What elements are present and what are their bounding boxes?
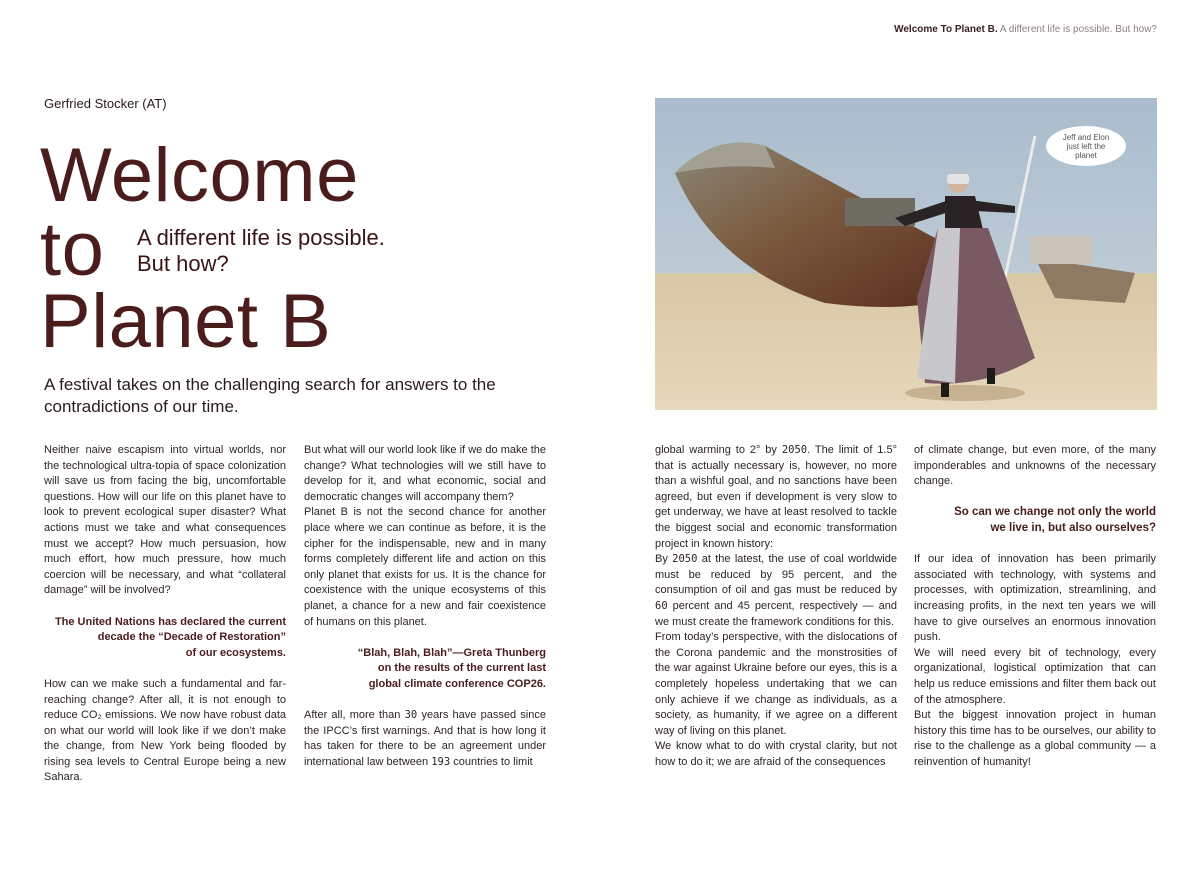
text-run: . The limit of 1.5° that is actually necessary is, however, no more than a wishful goal, and no sanctions have been agreed, but even if development is very slow to get underway, we have at least resolved to tackle the biggest social and economic transformation project in known history: xyxy=(655,444,897,550)
number: 60 xyxy=(655,599,668,612)
subtitle-line-2: But how? xyxy=(137,251,229,276)
number: 2050 xyxy=(672,553,698,566)
running-head-bold: Welcome To Planet B. xyxy=(894,24,998,35)
text-run: global warming to 2° by xyxy=(655,444,782,456)
col3-paragraph-3: From today’s perspective, with the dislocations of the Corona pandemic and the monstrosities of the war against Ukraine before our eyes, this is a completely hopeless undertaking that we can only achieve if we change as individuals, as a society, as humanity, if we agree on a different way of living on this planet. xyxy=(655,631,897,737)
col2-paragraph-3 xyxy=(304,708,546,770)
lead-paragraph: A festival takes on the challenging search for answers to the contradictions of our time. xyxy=(44,375,496,416)
col1-paragraph-2: How can we make such a fundamental and far-reaching change? After all, it is not enough to reduce CO₂ emissions. We now have robust data on what our world will look like if we don’t make the change, from New York being flooded by rising sea levels to Central Europe being a new Sahara. xyxy=(44,677,286,784)
col4-pull-line: we live in, but also ourselves? xyxy=(990,521,1156,534)
text-run: percent and 45 percent, respectively — and we must create the framework conditions for this. xyxy=(655,599,897,628)
col4-pull-line: So can we change not only the world xyxy=(954,506,1156,519)
author: Gerfried Stocker (AT) xyxy=(44,96,167,111)
text-run: By xyxy=(655,553,673,566)
column-4 xyxy=(914,443,1156,770)
distant-ship-cabin xyxy=(1030,236,1092,264)
text-run: at the latest, the use of coal worldwide must be reduced by 95 percent, and the consumption of oil and gas must be reduced by xyxy=(655,553,897,597)
col2-paragraph-2: Planet B is not the second chance for another place where we can continue as before, it is the cipher for the indispensable, new and in many forms completely different life and action on this only planet that exists for us. It is the chance for coexistence with the unique ecosystems of this planet, a chance for a new and fair coexistence of humans on this planet. xyxy=(304,506,546,628)
woman-foot xyxy=(987,368,995,384)
col3-paragraph-2 xyxy=(655,552,897,630)
col1-pull-line: decade the “Decade of Restoration” xyxy=(97,631,286,644)
running-head-rest: A different life is possible. But how? xyxy=(997,24,1157,35)
text-run: years have passed since the IPCC’s first warnings. And that is how long it has taken for there to be an agreement under international law between xyxy=(304,709,546,768)
speech-bubble xyxy=(1046,126,1126,166)
subtitle xyxy=(137,225,385,277)
woman-foot xyxy=(941,383,949,397)
col4-paragraph-2: If our idea of innovation has been primarily associated with technology, with systems and processes, with optimization, streamlining, and increasing profits, in the next ten years we will have to give ourselves an enormous innovation push. xyxy=(914,553,1156,644)
shadow xyxy=(905,385,1025,401)
column-3 xyxy=(655,443,897,770)
number: 2050 xyxy=(781,444,808,456)
text-run: After all, more than xyxy=(304,709,405,722)
title-line-2: to xyxy=(40,207,105,292)
title-line-1: Welcome xyxy=(40,133,359,218)
col1-pull-quote xyxy=(44,615,286,662)
column-1 xyxy=(44,443,286,786)
col2-pull-quote xyxy=(304,646,546,693)
col2-pull-line: on the results of the current last xyxy=(377,662,546,675)
col4-paragraph-1: of climate change, but even more, of the many imponderables and unknowns of the necessary change. xyxy=(914,444,1156,488)
col4-paragraph-4: But the biggest innovation project in human history this time has to be ourselves, our ability to rise to the challenge as a global community — a reinvention of humanity! xyxy=(914,709,1156,768)
col2-paragraph-1: But what will our world look like if we do make the change? What technologies will we still have to develop for it, and what economic, social and democratic changes will accompany them? xyxy=(304,444,546,503)
text-run: countries to limit xyxy=(450,755,533,768)
col2-pull-line: “Blah, Blah, Blah”—Greta Thunberg xyxy=(357,646,546,659)
speech-bubble-text: Jeff and Elon just left the planet xyxy=(1062,132,1110,160)
col3-paragraph-1 xyxy=(655,443,897,552)
col2-pull-line: global climate conference COP26. xyxy=(368,677,546,690)
col1-pull-line: The United Nations has declared the current xyxy=(54,615,286,628)
col1-pull-line: of our ecosystems. xyxy=(185,646,286,659)
number: 30 xyxy=(404,709,418,722)
col4-pull-quote xyxy=(914,505,1156,536)
subtitle-line-1: A different life is possible. xyxy=(137,225,385,250)
column-2 xyxy=(304,443,546,770)
col4-paragraph-3: We will need every bit of technology, every organizational, logistical optimization that can help us reduce emissions and filter them back out of the atmosphere. xyxy=(914,646,1156,706)
vr-headset xyxy=(947,174,969,184)
col3-paragraph-4: We know what to do with crystal clarity, but not how to do it; we are afraid of the consequences xyxy=(655,740,897,768)
running-head xyxy=(894,24,1157,35)
number: 193 xyxy=(431,755,451,768)
col1-paragraph-1: Neither naive escapism into virtual worlds, nor the technological ultra-topia of space colonization will save us from facing the big, uncomfortable questions. How will our life on this planet have to look to prevent ecological super disaster? What actions must we take and what consequences must we accept? How much persuasion, how much effort, how much pressure, how much coercion will be necessary, and what “collateral damage” will be involved? xyxy=(44,444,286,597)
title-line-3: Planet B xyxy=(40,279,332,364)
